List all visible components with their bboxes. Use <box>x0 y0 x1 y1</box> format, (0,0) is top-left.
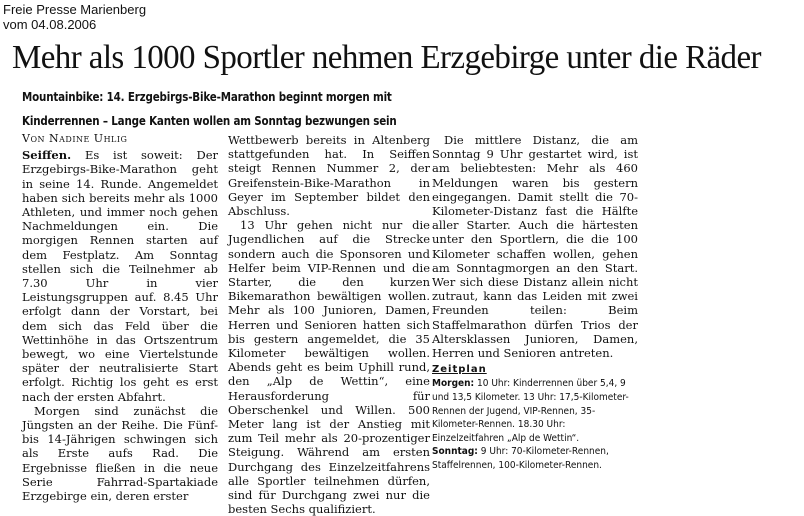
schedule-saturday-label: Morgen: <box>432 378 475 390</box>
schedule-sunday <box>432 445 637 472</box>
paragraph-distance: Die mittlere Distanz, die am Sonntag 9 Uhr gestartet wird, ist am beliebtesten: Mehr als 460 Meldungen waren bis gestern eingegangen. Damit stellt die 70-Kilometer-Distanz fast die Hälfte aller Starter. Auch die härtesten unter den Sportlern, die die 100 Kilometer schaffen wollen, gehen am Sonntagmorgen an den Start. Wer sich diese Distanz allein nicht zutraut, kann das Leiden mit zwei Freunden teilen: Beim Staffelmarathon dürfen Trios der Altersklassen Junioren, Damen, Herren und Senioren antreten. <box>432 133 638 361</box>
paragraph-vip: 13 Uhr gehen nicht nur die Jugendlichen auf die Strecke sondern auch die Sponsoren und Helfer beim VIP-Rennen und die Starter, die den kurzen Bikemarathon bewältigen wollen. Mehr als 100 Junioren, Damen, Herren und Senioren hatten sich bis gestern angemeldet, die 35 Kilometer bewältigen wollen. Abends geht es beim Uphill rund, den „Alp de Wettin“, eine Herausforderung für Oberschenkel und Willen. 500 Meter lang ist der Anstieg mit zum Teil mehr als 20-prozentiger Steigung. Während am ersten Durchgang des Einzelzeitfahrens alle Sportler teilnehmen dürfen, sind für Durchgang zwei nur die besten Sechs qualifiziert. <box>228 218 430 516</box>
dateline: Seiffen. <box>22 148 72 163</box>
schedule-box <box>432 377 637 472</box>
article-column-2 <box>228 133 430 516</box>
paragraph-intro <box>22 148 218 404</box>
schedule-sunday-text: 9 Uhr: 70-Kilometer-Rennen, Staffelrennen, 100-Kilometer-Rennen. <box>432 446 609 472</box>
source-date: vom 04.08.2006 <box>3 17 97 32</box>
article-subheadline-line2: Kinderrennen – Lange Kanten wollen am Sonntag bezwungen sein <box>22 114 397 128</box>
schedule-heading: Zeitplan <box>432 364 487 376</box>
article-subheadline-line1: Mountainbike: 14. Erzgebirgs-Bike-Marathon beginnt morgen mit <box>22 90 392 104</box>
source-note <box>3 2 146 32</box>
author-byline: Von Nadine Uhlig <box>22 132 128 145</box>
article-column-3 <box>432 133 638 473</box>
source-publication: Freie Presse Marienberg <box>3 2 147 17</box>
schedule-sunday-label: Sonntag: <box>432 446 478 458</box>
article-column-1 <box>22 132 218 503</box>
article-headline: Mehr als 1000 Sportler nehmen Erzgebirge unter die Räder <box>12 39 761 76</box>
paragraph-series: Wettbewerb bereits in Altenberg stattgefunden hat. In Seiffen steigt Rennen Nummer 2, der Greifenstein-Bike-Marathon in Geyer im September bildet den Abschluss. <box>228 133 430 219</box>
paragraph-kids: Morgen sind zunächst die Jüngsten an der Reihe. Die Fünf- bis 14-Jährigen schwingen sich als Erste aufs Rad. Die Ergebnisse fließen in die neue Serie Fahrrad-Spartakiade Erzgebirge ein, deren erster <box>22 403 218 504</box>
paragraph-intro-text: Es ist soweit: Der Erzgebirgs-Bike-Marathon geht in seine 14. Runde. Angemeldet haben sich bereits mehr als 1000 Athleten, und immer noch gehen Nachmeldungen ein. Die morgigen Rennen starten auf dem Festplatz. Am Sonntag stellen sich die Teilnehmer ab 7.30 Uhr in vier Leistungsgruppen auf. 8.45 Uhr erfolgt dann der Vorstart, bei dem sich das Feld über die Wettinhöhe in das Ortszentrum bewegt, wo eine Viertelstunde später der neutralisierte Start erfolgt. Richtig los geht es erst nach der ersten Abfahrt. <box>22 148 219 404</box>
schedule-saturday <box>432 377 637 445</box>
schedule-saturday-text: 10 Uhr: Kinderrennen über 5,4, 9 und 13,5 Kilometer. 13 Uhr: 17,5-Kilometer-Rennen der Jugend, VIP-Rennen, 35-Kilometer-Rennen. 18.30 Uhr: Einzelzeitfahren „Alp de Wettin“. <box>432 378 629 444</box>
